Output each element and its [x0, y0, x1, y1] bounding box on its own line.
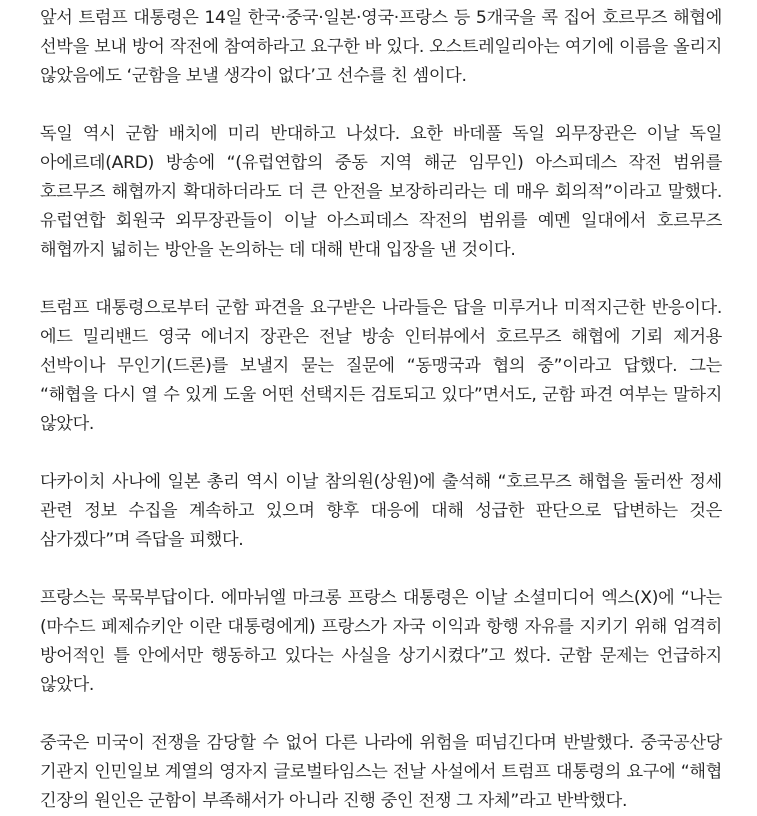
article-paragraph: 앞서 트럼프 대통령은 14일 한국·중국·일본·영국·프랑스 등 5개국을 콕 집어 호르무즈 해협에 선박을 보내 방어 작전에 참여하라고 요구한 바 있다. 오스트레일리아는 여기에 이름을 올리지 않았음에도 ‘군함을 보낼 생각이 없다’고 선수를 친 셈이다. — [40, 8, 722, 86]
article-paragraph: 중국은 미국이 전쟁을 감당할 수 없어 다른 나라에 위험을 떠넘긴다며 반발했다. 중국공산당 기관지 인민일보 계열의 영자지 글로벌타임스는 전날 사설에서 트럼프 대통령의 요구에 “해협 긴장의 원인은 군함이 부족해서가 아니라 진행 중인 전쟁 그 자체”라고 반박했다. — [40, 733, 722, 811]
article-paragraph: 다카이치 사나에 일본 총리 역시 이날 참의원(상원)에 출석해 “호르무즈 해협을 둘러싼 정세 관련 정보 수집을 계속하고 있으며 향후 대응에 대해 성급한 판단으로 답변하는 것은 삼가겠다”며 즉답을 피했다. — [40, 472, 722, 550]
article-paragraph: 독일 역시 군함 배치에 미리 반대하고 나섰다. 요한 바데풀 독일 외무장관은 이날 독일 아에르데(ARD) 방송에 “(유럽연합의 중동 지역 해군 임무인) 아스피데스 작전 범위를 호르무즈 해협까지 확대하더라도 더 큰 안전을 보장하리라는 데 매우 회의적”이라고 말했다. 유럽연합 회원국 외무장관들이 이날 아스피데스 작전의 범위를 예멘 일대에서 호르무즈 해협까지 넓히는 방안을 논의하는 데 대해 반대 입장을 낸 것이다. — [40, 124, 722, 260]
article-body — [40, 4, 722, 816]
article-paragraph: 트럼프 대통령으로부터 군함 파견을 요구받은 나라들은 답을 미루거나 미적지근한 반응이다. 에드 밀리밴드 영국 에너지 장관은 전날 방송 인터뷰에서 호르무즈 해협에 기뢰 제거용 선박이나 무인기(드론)를 보낼지 묻는 질문에 “동맹국과 협의 중”이라고 답했다. 그는 “해협을 다시 열 수 있게 도울 어떤 선택지든 검토되고 있다”면서도, 군함 파견 여부는 말하지 않았다. — [40, 298, 722, 434]
article-paragraph: 프랑스는 묵묵부답이다. 에마뉘엘 마크롱 프랑스 대통령은 이날 소셜미디어 엑스(X)에 “나는 (마수드 페제슈키안 이란 대통령에게) 프랑스가 자국 이익과 항행 자유를 지키기 위해 엄격히 방어적인 틀 안에서만 행동하고 있다는 사실을 상기시켰다”고 썼다. 군함 문제는 언급하지 않았다. — [40, 588, 722, 695]
